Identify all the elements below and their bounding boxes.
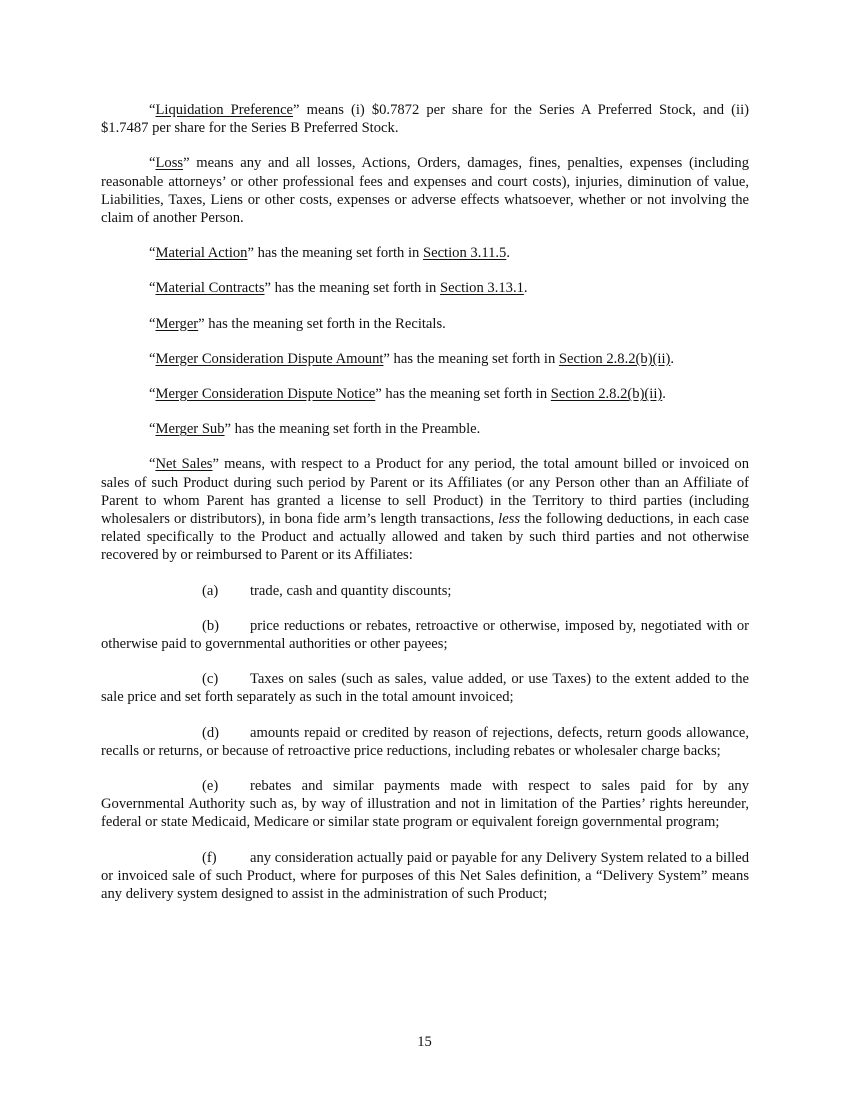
section-reference: Section 2.8.2(b)(ii) — [558, 350, 671, 367]
defined-term: Liquidation Preference — [155, 102, 294, 118]
definition-material-contracts: “Material Contracts” has the meaning set forth in Section 3.13.1. — [149, 280, 528, 297]
defined-term: Merger — [155, 315, 199, 332]
definition-loss: “Loss” means any and all losses, Actions, Orders, damages, fines, penalties, expenses (including reasonable attorneys’ or other professional fees and expenses and court costs), injuries, diminution of value, Liabilities, Taxes, Liens or other costs, expenses or adverse effects whatsoever, whether or not involving the claim of another Person. — [101, 155, 749, 227]
list-item: (a) trade, cash and quantity discounts; — [202, 582, 452, 599]
defined-term: Material Contracts — [155, 280, 265, 297]
section-reference: Section 2.8.2(b)(ii) — [550, 386, 663, 403]
defined-term: Net Sales — [155, 456, 213, 473]
defined-term: Merger Sub — [155, 421, 225, 438]
list-item: (f) any consideration actually paid or payable for any Delivery System related to a billed or invoiced sale of such Product, where for purposes of this Net Sales definition, a “Delivery System” means any delivery system designed to assist in the administration of such Product; — [101, 849, 749, 903]
item-label: (c) — [202, 671, 219, 688]
definition-merger-sub: “Merger Sub” has the meaning set forth in the Preamble. — [149, 421, 481, 438]
item-label: (a) — [202, 582, 219, 599]
defined-term: Merger Consideration Dispute Notice — [155, 386, 376, 403]
definition-merger-dispute-amount: “Merger Consideration Dispute Amount” has the meaning set forth in Section 2.8.2(b)(ii). — [149, 350, 675, 367]
definition-material-action: “Material Action” has the meaning set forth in Section 3.11.5. — [149, 245, 511, 262]
emphasis-less: less — [498, 511, 521, 528]
section-reference: Section 3.13.1 — [440, 280, 524, 297]
item-label: (b) — [202, 617, 220, 634]
item-label: (f) — [202, 849, 217, 866]
list-item: (e) rebates and similar payments made with respect to sales paid for by any Governmental Authority such as, by way of illustration and not in limitation of the Parties’ rights hereunder, federal or state Medicaid, Medicare or similar state program or equivalent foreign governmental program; — [101, 778, 749, 831]
list-item: (c) Taxes on sales (such as sales, value added, or use Taxes) to the extent added to the sale price and set forth separately as such in the total amount invoiced; — [101, 671, 749, 706]
list-item: (b) price reductions or rebates, retroactive or otherwise, imposed by, negotiated with or otherwise paid to governmental authorities or other payees; — [101, 617, 749, 653]
section-reference: Section 3.11.5 — [422, 245, 507, 262]
defined-term: Merger Consideration Dispute Amount — [155, 350, 384, 367]
defined-term: Material Action — [155, 245, 248, 262]
definition-merger-dispute-notice: “Merger Consideration Dispute Notice” has the meaning set forth in Section 2.8.2(b)(ii). — [149, 386, 666, 403]
defined-term: Loss — [155, 155, 184, 172]
definition-merger: “Merger” has the meaning set forth in the Recitals. — [149, 315, 446, 332]
document-page — [101, 101, 749, 920]
page-number: 15 — [417, 1034, 432, 1050]
item-label: (e) — [202, 778, 219, 795]
item-label: (d) — [202, 724, 220, 741]
list-item: (d) amounts repaid or credited by reason of rejections, defects, return goods allowance, recalls or returns, or because of retroactive price reductions, including rebates or wholesaler charge backs; — [101, 724, 749, 759]
definition-net-sales: “Net Sales” means, with respect to a Product for any period, the total amount billed or invoiced on sales of such Product during such period by Parent or its Affiliates (or any Person other than an Affiliate of Parent to whom Parent has granted a license to sell Product) in the Territory to third parties (including wholesalers or distributors), in bona fide arm’s length transactions, less the following deductions, in each case related specifically to the Product and actually allowed and taken by such third parties and not otherwise recovered by or reimbursed to Parent or its Affiliates: — [101, 456, 749, 564]
definition-liquidation-preference: “Liquidation Preference” means (i) $0.7872 per share for the Series A Preferred Stock, and (ii) $1.7487 per share for the Series B Preferred Stock. — [101, 102, 750, 137]
